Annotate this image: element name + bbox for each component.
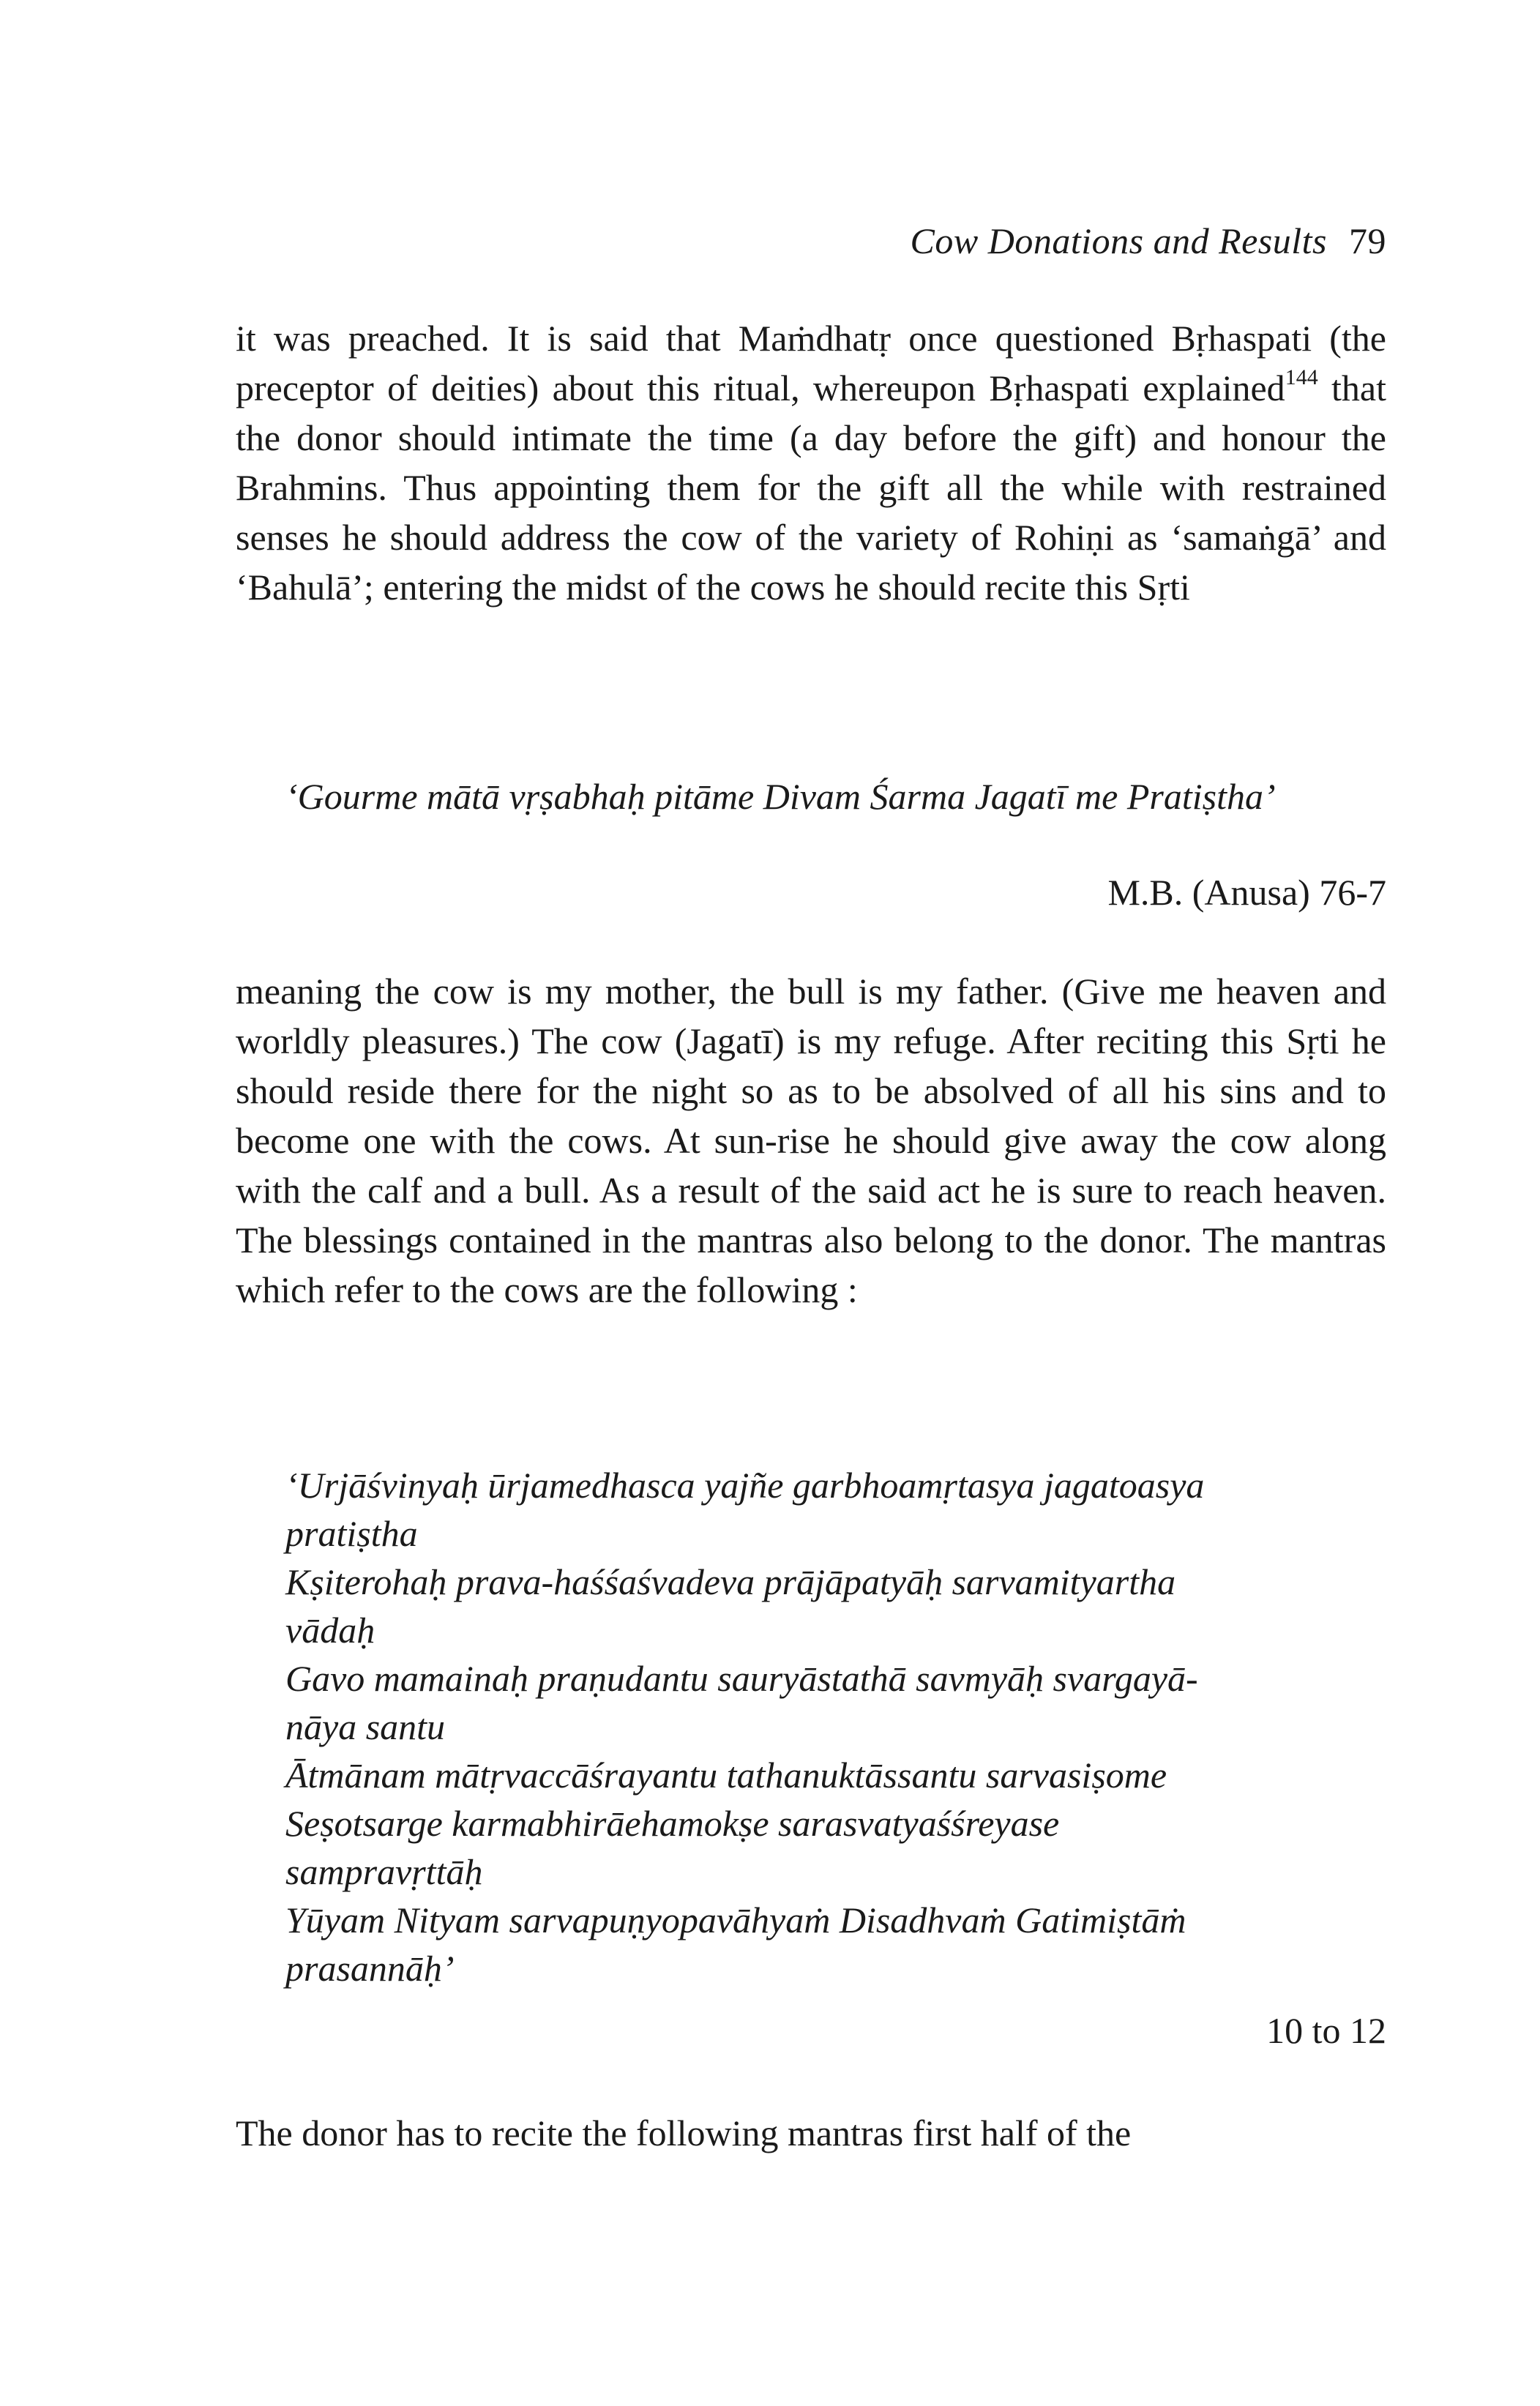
verse-2-line: ‘Urjāśvinyaḥ ūrjamedhasca yajñe garbhoamṛtasya jagatoasya bbox=[285, 1465, 1205, 1506]
verse-2-line: Gavo mamainaḥ praṇudantu sauryāstathā savmyāḥ svargayā- bbox=[285, 1658, 1198, 1699]
verse-1: ‘Gourme mātā vṛṣabhaḥ pitāme Divam Śarma Jagatī me Pratiṣtha’ bbox=[285, 776, 1276, 817]
verse-2-line: Seṣotsarge karmabhirāehamokṣe sarasvatyaśśreyase bbox=[285, 1803, 1060, 1844]
verse-2 bbox=[285, 1461, 1391, 1992]
verse-2-line: pratiṣtha bbox=[285, 1513, 418, 1554]
verse-2-line: Ātmānam mātṛvaccāśrayantu tathanuktāssantu sarvasiṣome bbox=[285, 1755, 1167, 1796]
verse-2-line: Kṣiterohaḥ prava-haśśaśvadeva prājāpatyāḥ sarvamityartha bbox=[285, 1561, 1176, 1602]
verse-1-reference: M.B. (Anusa) 76-7 bbox=[1107, 872, 1386, 913]
paragraph-1 bbox=[236, 313, 1386, 612]
paragraph-1-text-b: that the donor should intimate the time (a day before the gift) and honour the Brahmins. Thus appointing them for the gift all the while with restrained senses he should address the cow of the variety of Rohiṇi as ‘samaṅgā’ and ‘Bahulā’; entering the midst of the cows he should recite this Sṛti bbox=[236, 367, 1386, 608]
footnote-marker: 144 bbox=[1285, 365, 1318, 389]
verse-2-reference: 10 to 12 bbox=[1266, 2010, 1386, 2051]
verse-2-line: nāya santu bbox=[285, 1706, 446, 1747]
verse-2-line: prasannāḥ’ bbox=[285, 1948, 455, 1989]
paragraph-3: The donor has to recite the following mantras first half of the bbox=[236, 2112, 1132, 2153]
page-number: 79 bbox=[1349, 220, 1386, 261]
running-header bbox=[911, 220, 1386, 262]
running-header-title: Cow Donations and Results bbox=[910, 220, 1327, 261]
paragraph-2: meaning the cow is my mother, the bull is my father. (Give me heaven and worldly pleasures.) The cow (Jagatī) is my refuge. After reciting this Sṛti he should reside there for the night so as to be absolved of all his sins and to become one with the cows. At sun-rise he should give away the cow along with the calf and a bull. As a result of the said act he is sure to reach heaven. The blessings contained in the mantras also belong to the donor. The mantras which refer to the cows are the following : bbox=[236, 971, 1386, 1310]
verse-2-line: vādaḥ bbox=[285, 1610, 375, 1651]
paragraph-1-text-a: it was preached. It is said that Maṁdhatṛ once questioned Bṛhaspati (the preceptor of deities) about this ritual, whereupon Bṛhaspati explained bbox=[236, 318, 1386, 408]
verse-2-line: sampravṛttāḥ bbox=[285, 1851, 483, 1892]
verse-2-line: Yūyam Nityam sarvapuṇyopavāhyaṁ Disadhvaṁ Gatimiṣtāṁ bbox=[285, 1899, 1186, 1940]
